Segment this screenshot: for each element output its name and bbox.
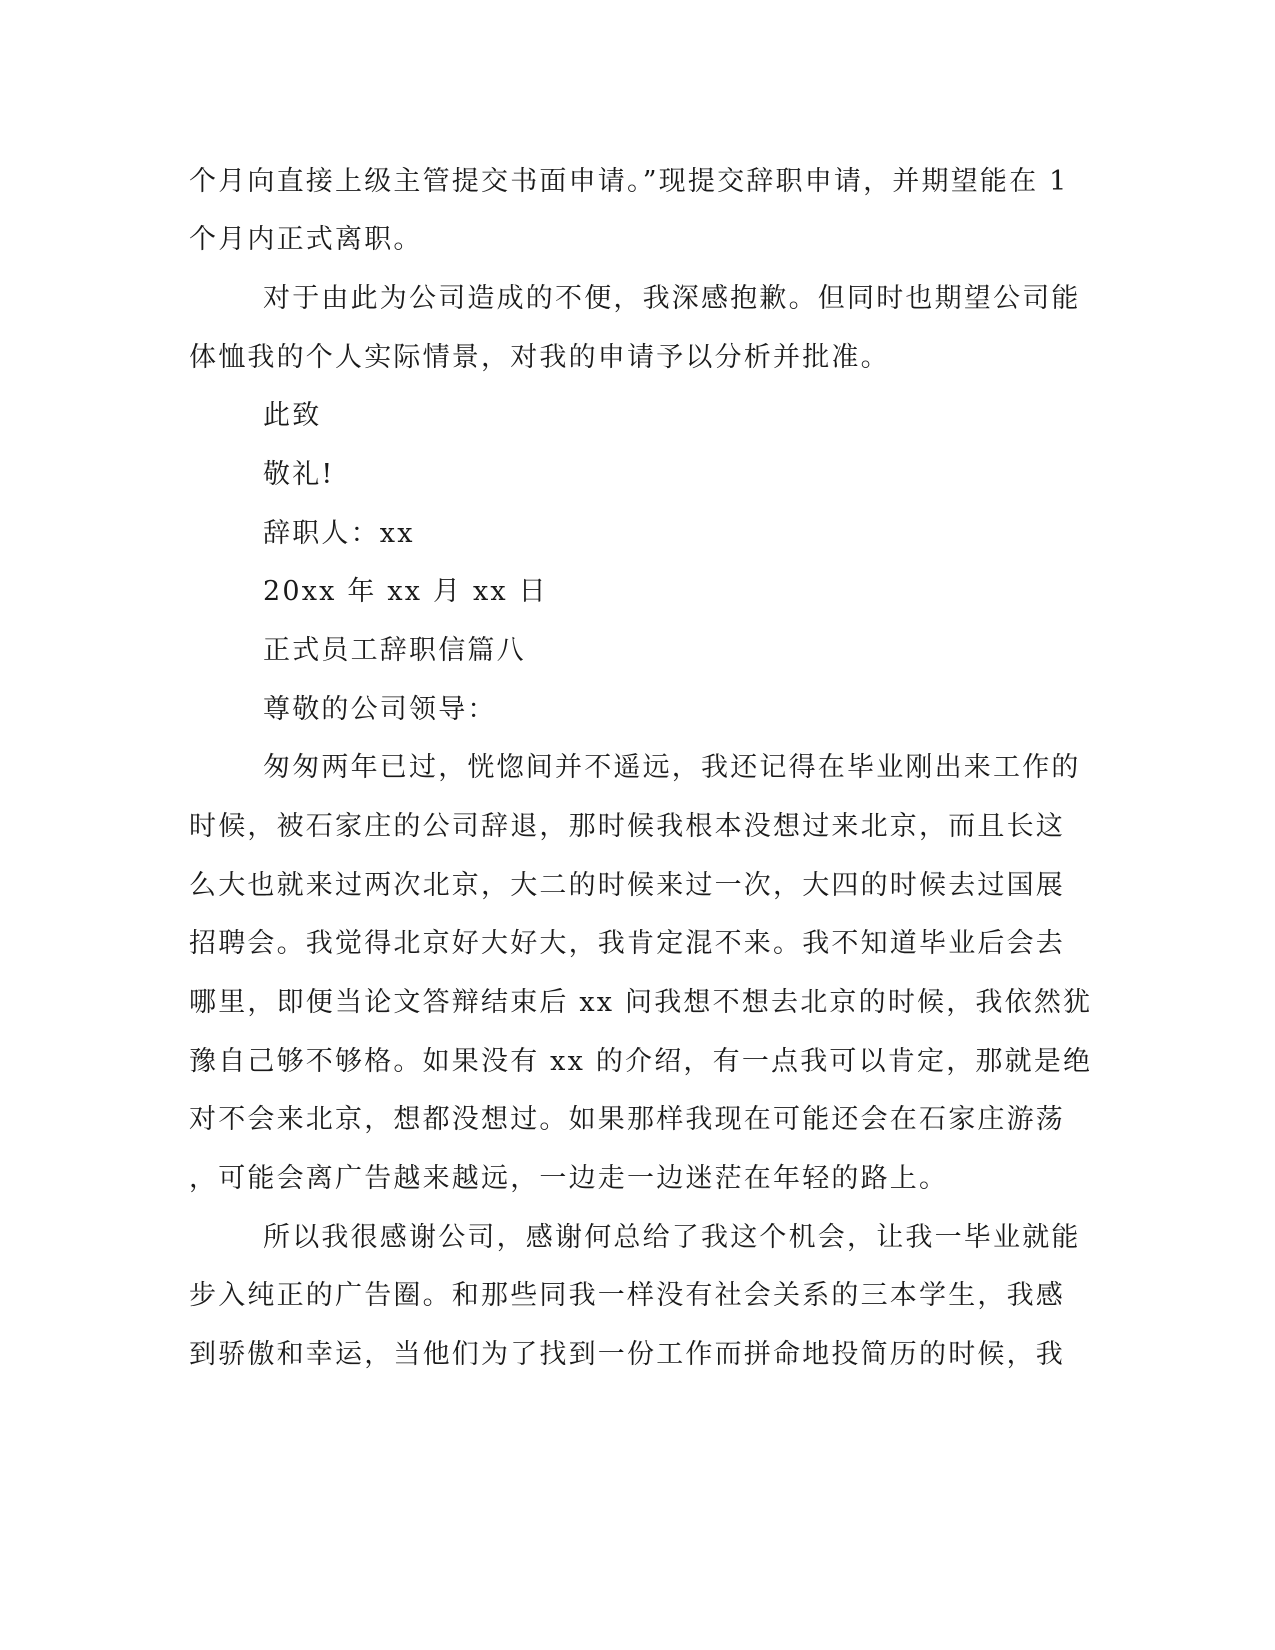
paragraph-start: 对于由此为公司造成的不便，我深感抱歉。但同时也期望公司能: [263, 283, 1081, 314]
text-line: 步入纯正的广告圈。和那些同我一样没有社会关系的三本学生，我感: [189, 1280, 1065, 1311]
text-line: 招聘会。我觉得北京好大好大，我肯定混不来。我不知道毕业后会去: [189, 928, 1065, 959]
text-line: 个月内正式离职。: [189, 224, 423, 255]
letter-greeting: 尊敬的公司领导：: [263, 694, 497, 725]
paragraph-start: 匆匆两年已过，恍惚间并不遥远，我还记得在毕业刚出来工作的: [263, 752, 1081, 783]
text-line: 个月向直接上级主管提交书面申请。”现提交辞职申请，并期望能在 1: [189, 166, 1069, 197]
section-title: 正式员工辞职信篇八: [263, 635, 526, 666]
paragraph-start: 所以我很感谢公司，感谢何总给了我这个机会，让我一毕业就能: [263, 1222, 1081, 1253]
closing-salutation: 此致: [263, 400, 322, 431]
text-line: 到骄傲和幸运，当他们为了找到一份工作而拼命地投简历的时候，我: [189, 1339, 1065, 1370]
text-line: 豫自己够不够格。如果没有 xx 的介绍，有一点我可以肯定，那就是绝: [189, 1046, 1093, 1077]
text-line: 体恤我的个人实际情景，对我的申请予以分析并批准。: [189, 342, 890, 373]
text-line: 哪里，即便当论文答辩结束后 xx 问我想不想去北京的时候，我依然犹: [189, 987, 1093, 1018]
text-line: 对不会来北京，想都没想过。如果那样我现在可能还会在石家庄游荡: [189, 1104, 1065, 1135]
text-line: 么大也就来过两次北京，大二的时候来过一次，大四的时候去过国展: [189, 870, 1065, 901]
signature-line: 辞职人：xx: [263, 518, 415, 549]
closing-regards: 敬礼!: [263, 459, 335, 490]
date-line: 20xx 年 xx 月 xx 日: [263, 576, 548, 607]
text-line: ，可能会离广告越来越远，一边走一边迷茫在年轻的路上。: [189, 1163, 949, 1194]
text-line: 时候，被石家庄的公司辞退，那时候我根本没想过来北京，而且长这: [189, 811, 1065, 842]
